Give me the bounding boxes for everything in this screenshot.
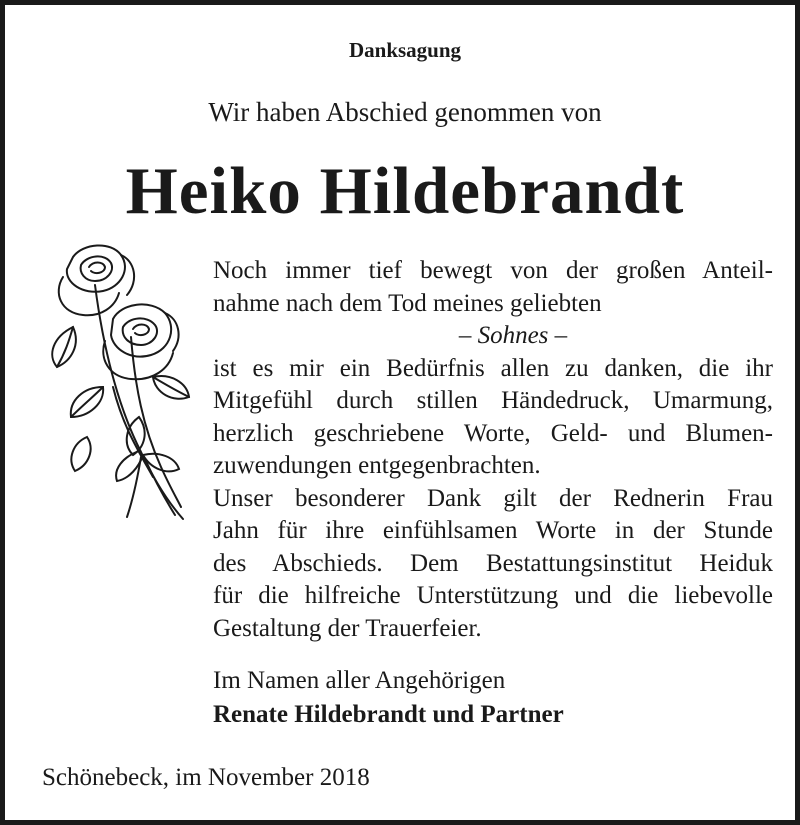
rose-icon <box>43 237 193 527</box>
message-line: – Sohnes – <box>458 322 568 349</box>
intro-text: Wir haben Abschied genommen von <box>208 97 602 127</box>
message-line: herzlich geschriebene Worte, Geld- und Blumen- <box>213 419 773 447</box>
message-line: Noch immer tief bewegt von der großen Anteil- <box>213 257 773 284</box>
message-line: Gestaltung der Trauerfeier. <box>213 614 482 642</box>
message-line: Unser besonderer Dank gilt der Rednerin Frau <box>213 484 773 512</box>
message-line: ist es mir ein Bedürfnis allen zu danken, die ihr <box>213 354 773 382</box>
message-body <box>213 255 773 645</box>
deceased-name: Heiko Hildebrandt <box>125 154 685 228</box>
signature-name: Renate Hildebrandt und Partner <box>213 701 564 728</box>
message-line: Jahn für ihre einfühlsamen Worte in der Stunde <box>213 517 773 544</box>
message-line: für die hilfreiche Unterstützung und die liebevolle <box>213 582 773 609</box>
message-line: des Abschieds. Dem Bestattungsinstitut Heiduk <box>213 549 773 577</box>
notice-heading: Danksagung <box>348 38 462 62</box>
message-line: nahme nach dem Tod meines geliebten <box>213 289 602 317</box>
place-date: Schönebeck, im November 2018 <box>42 764 370 791</box>
message-line: zuwendungen entgegenbrachten. <box>213 452 541 479</box>
message-line: Mitgefühl durch stillen Händedruck, Umarmung, <box>213 387 773 414</box>
signature-intro: Im Namen aller Angehörigen <box>213 667 506 694</box>
